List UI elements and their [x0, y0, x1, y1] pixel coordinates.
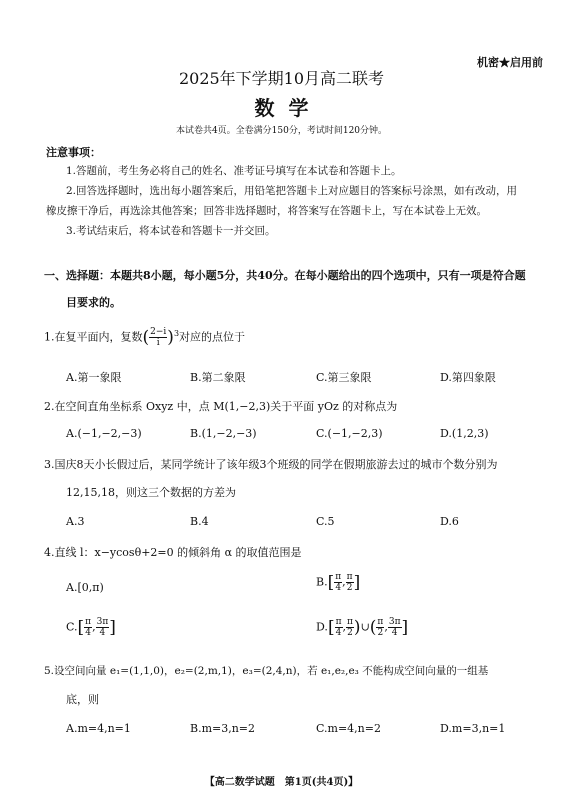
- frac-num: π: [346, 572, 353, 582]
- q1-fraction: [149, 327, 167, 348]
- paren-right: ): [167, 327, 174, 348]
- bracket: ]: [353, 572, 361, 593]
- frac-num: π: [377, 617, 384, 627]
- frac-num: 3π: [96, 617, 109, 627]
- fraction: [376, 617, 384, 638]
- bracket: (: [369, 617, 377, 638]
- q3-option-d: D.6: [440, 515, 459, 528]
- question-3: 3.国庆8天小长假过后，某同学统计了该年级3个班级的同学在假期旅游去过的城市个数分别为: [44, 458, 498, 471]
- q1-option-b: B.第二象限: [190, 371, 246, 384]
- q2-option-c: C.(−1,−2,3): [316, 427, 383, 440]
- q1-exp: 3: [173, 328, 180, 338]
- frac-den: 4: [335, 583, 342, 593]
- q2-option-a: A.(−1,−2,−3): [66, 427, 142, 440]
- union-symbol: ∪: [360, 620, 370, 634]
- q1-prefix: 1.在复平面内，复数: [44, 330, 143, 344]
- q4-option-b: B.[ $\frac{\pi}{4}$ , $\frac{\pi}{2}$ ]: [316, 572, 361, 593]
- frac-den: 4: [391, 628, 398, 638]
- bracket: [: [77, 617, 85, 638]
- q5-option-d: D.m=3,n=1: [440, 722, 506, 735]
- fraction: [96, 617, 110, 638]
- q1-den: i: [156, 338, 160, 348]
- q5-option-c: C.m=4,n=2: [316, 722, 381, 735]
- notice-item-2-cont: 橡皮擦干净后，再选涂其他答案；回答非选择题时，将答案写在答题卡上，写在本试卷上无效。: [46, 205, 487, 217]
- question-3-cont: 12,15,18，则这三个数据的方差为: [66, 486, 236, 499]
- q4-option-d: D.[ $\frac{\pi}{4}$ , $\frac{\pi}{2}$ )∪( $\frac{\pi}{2}$ , $\frac{3\pi}{4}$ ]: [316, 617, 409, 638]
- notice-item-2: 2.回答选择题时，选出每小题答案后，用铅笔把答题卡上对应题目的答案标号涂黑，如有改动，用: [66, 185, 518, 197]
- frac-num: π: [347, 617, 353, 627]
- bracket: [: [327, 572, 335, 593]
- q1-option-d: D.第四象限: [440, 371, 496, 384]
- frac-den: 4: [85, 628, 91, 638]
- q2-option-d: D.(1,2,3): [440, 427, 489, 440]
- q2-option-b: B.(1,−2,−3): [190, 427, 257, 440]
- subject-title: 数学: [254, 96, 323, 120]
- q3-option-a: A.3: [66, 515, 85, 528]
- frac-num: π: [335, 617, 342, 627]
- frac-den: 2: [346, 583, 353, 593]
- q3-option-b: B.4: [190, 515, 209, 528]
- q1-option-c: C.第三象限: [316, 371, 372, 384]
- notice-item-3: 3.考试结束后，将本试卷和答题卡一并交回。: [66, 225, 276, 237]
- bracket: ): [353, 617, 361, 638]
- exam-info: 本试卷共4页。全卷满分150分，考试时间120分钟。: [175, 126, 388, 136]
- fraction: [335, 617, 343, 638]
- frac-den: 4: [99, 628, 106, 638]
- notice-item-1: 1.答题前，考生务必将自己的姓名、准考证号填写在本试卷和答题卡上。: [66, 165, 402, 177]
- q5-option-a: A.m=4,n=1: [66, 722, 131, 735]
- q4-option-a: A.[0,π): [66, 581, 104, 594]
- notice-heading: 注意事项：: [46, 146, 101, 159]
- frac-den: 2: [347, 628, 353, 638]
- q1-option-a: A.第一象限: [66, 371, 122, 384]
- bracket: ]: [401, 617, 409, 638]
- q5-option-b: B.m=3,n=2: [190, 722, 256, 735]
- question-4: 4.直线 l：x−ycosθ+2=0 的倾斜角 α 的取值范围是: [44, 546, 302, 559]
- q1-suffix: 对应的点位于: [179, 330, 246, 344]
- q4-b-label: B.: [316, 575, 328, 589]
- frac-num: 3π: [388, 617, 401, 627]
- fraction: [346, 572, 354, 593]
- frac-num: π: [335, 572, 342, 582]
- q4-c-label: C.: [66, 620, 78, 634]
- frac-den: 2: [377, 628, 384, 638]
- fraction: [334, 572, 342, 593]
- paren-left: (: [142, 327, 150, 348]
- question-2: 2.在空间直角坐标系 Oxyz 中，点 M(1,−2,3)关于平面 yOz 的对称点为: [44, 400, 398, 413]
- q3-option-c: C.5: [316, 515, 335, 528]
- confidential-label: 机密★启用前: [477, 56, 543, 69]
- bracket: [: [327, 617, 335, 638]
- question-5-cont: 底，则: [66, 693, 99, 706]
- section-heading-cont: 目要求的。: [66, 296, 121, 309]
- q4-d-label: D.: [316, 620, 328, 634]
- fraction: [84, 617, 92, 638]
- fraction: [346, 617, 354, 638]
- exam-title: 2025年下学期10月高二联考: [178, 69, 385, 88]
- q4-option-c: C.[ $\frac{\pi}{4}$ , $\frac{3\pi}{4}$ ]: [66, 617, 116, 638]
- frac-num: π: [85, 617, 92, 627]
- section-heading: 一、选择题：本题共8小题，每小题5分，共40分。在每小题给出的四个选项中，只有一项是符合题: [44, 269, 526, 282]
- q1-num: 2−i: [150, 327, 167, 337]
- question-5: 5.设空间向量 e₁=(1,1,0)，e₂=(2,m,1)，e₃=(2,4,n)，若 e₁,e₂,e₃ 不能构成空间向量的一组基: [44, 665, 489, 677]
- page-footer: 【高二数学试题 第1页(共4页)】: [204, 777, 359, 788]
- question-1: [44, 327, 245, 348]
- frac-den: 4: [335, 628, 342, 638]
- fraction: [388, 617, 402, 638]
- bracket: ]: [109, 617, 116, 638]
